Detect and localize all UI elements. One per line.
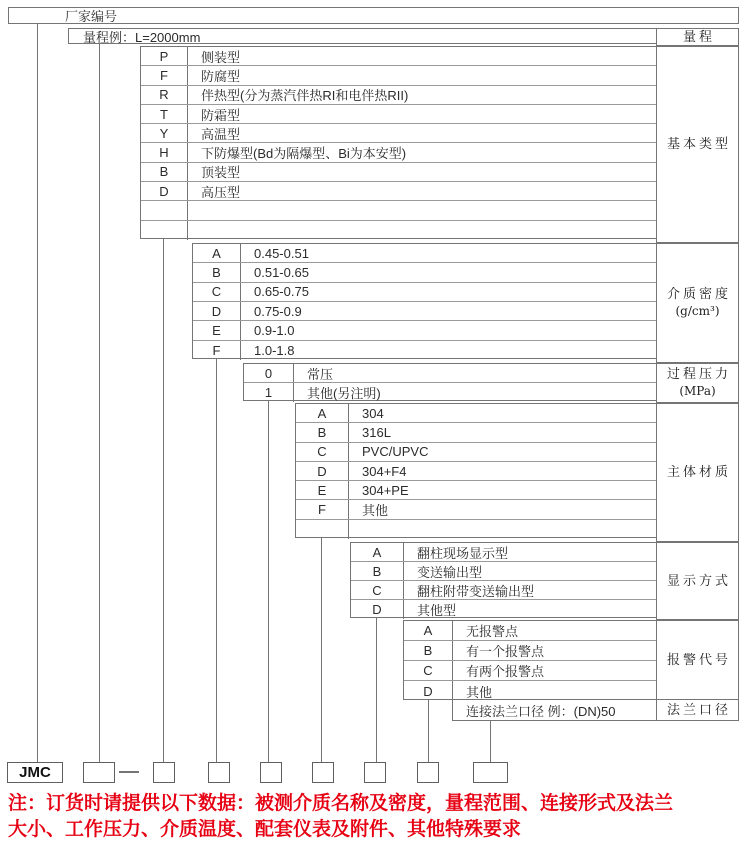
table-row: A 304 xyxy=(296,404,656,423)
connector-manufacturer xyxy=(37,24,38,762)
basic-type-table xyxy=(140,46,657,239)
table-row: D 其他型 xyxy=(351,600,656,619)
model-code-dash xyxy=(119,771,139,773)
table-row: D 高压型 xyxy=(141,182,656,201)
pressure-unit: (MPa) xyxy=(679,384,716,398)
table-row: T 防霜型 xyxy=(141,105,656,124)
label-range: 量程 xyxy=(656,28,739,46)
table-row: B 316L xyxy=(296,423,656,442)
connector-material xyxy=(321,538,322,762)
table-row: B 变送输出型 xyxy=(351,562,656,581)
model-prefix-box xyxy=(7,762,63,783)
connector-alarm xyxy=(428,700,429,762)
medium-density-table xyxy=(192,243,657,359)
empty-row xyxy=(296,520,656,539)
connector-display xyxy=(376,618,377,762)
table-row: H 下防爆型(Bd为隔爆型、Bi为本安型) xyxy=(141,143,656,162)
connector-basic-type xyxy=(163,239,164,762)
code-box-pressure xyxy=(260,762,282,783)
table-row: F 防腐型 xyxy=(141,66,656,85)
table-row: A 翻柱现场显示型 xyxy=(351,543,656,562)
table-row: P 侧装型 xyxy=(141,47,656,66)
display-mode-table xyxy=(350,542,657,618)
table-row: B 有一个报警点 xyxy=(404,641,656,661)
table-row: F 其他 xyxy=(296,500,656,519)
empty-row xyxy=(141,221,656,240)
table-row: A 0.45-0.51 xyxy=(193,244,656,263)
empty-row xyxy=(141,201,656,220)
table-row: Y 高温型 xyxy=(141,124,656,143)
code-box-density xyxy=(208,762,230,783)
label-flange-size: 法兰口径 xyxy=(656,699,739,721)
manufacturer-number-row xyxy=(8,7,739,24)
ordering-note-line1: 注：订货时请提供以下数据：被测介质名称及密度，量程范围、连接形式及法兰 xyxy=(8,793,674,814)
ordering-note xyxy=(8,791,746,843)
code-box-range xyxy=(83,762,115,783)
table-row: C 翻柱附带变送输出型 xyxy=(351,581,656,600)
table-row: 1 其他(另注明) xyxy=(244,383,656,402)
table-row: D 其他 xyxy=(404,681,656,701)
range-example-text: 量程例：L=2000mm xyxy=(83,29,201,45)
label-body-material: 主体材质 xyxy=(656,403,739,542)
manufacturer-number-label: 厂家编号 xyxy=(65,9,118,24)
table-row: C PVC/UPVC xyxy=(296,443,656,462)
label-medium-density: 介质密度 (g/cm³) xyxy=(656,243,739,363)
table-row: E 304+PE xyxy=(296,481,656,500)
connector-range xyxy=(99,44,100,762)
table-row: F 1.0-1.8 xyxy=(193,341,656,360)
table-row: C 有两个报警点 xyxy=(404,661,656,681)
flange-size-text: 连接法兰口径 例：(DN)50 xyxy=(466,703,616,719)
table-row: B 顶装型 xyxy=(141,163,656,182)
code-box-material xyxy=(312,762,334,783)
ordering-note-line2: 大小、工作压力、介质温度、配套仪表及附件、其他特殊要求 xyxy=(8,819,522,840)
table-row: E 0.9-1.0 xyxy=(193,321,656,340)
table-row: D 0.75-0.9 xyxy=(193,302,656,321)
connector-density xyxy=(216,359,217,762)
label-display-mode: 显示方式 xyxy=(656,542,739,620)
process-pressure-table xyxy=(243,363,657,401)
range-example-row xyxy=(68,28,657,44)
connector-pressure xyxy=(268,401,269,762)
flange-size-row xyxy=(452,699,657,721)
code-box-alarm xyxy=(417,762,439,783)
label-alarm-code: 报警代号 xyxy=(656,620,739,700)
density-unit: (g/cm³) xyxy=(675,304,720,318)
code-box-basic-type xyxy=(153,762,175,783)
table-row: R 伴热型(分为蒸汽伴热RI和电伴热RII) xyxy=(141,86,656,105)
code-box-display xyxy=(364,762,386,783)
table-row: D 304+F4 xyxy=(296,462,656,481)
label-process-pressure: 过程压力 (MPa) xyxy=(656,363,739,403)
table-row: 0 常压 xyxy=(244,364,656,383)
model-prefix: JMC xyxy=(19,764,51,781)
alarm-code-table xyxy=(403,620,657,700)
table-row: C 0.65-0.75 xyxy=(193,283,656,302)
table-row: B 0.51-0.65 xyxy=(193,263,656,282)
code-box-flange xyxy=(473,762,508,783)
label-basic-type: 基本类型 xyxy=(656,46,739,243)
table-row: A 无报警点 xyxy=(404,621,656,641)
connector-flange xyxy=(490,721,491,762)
body-material-table xyxy=(295,403,657,538)
